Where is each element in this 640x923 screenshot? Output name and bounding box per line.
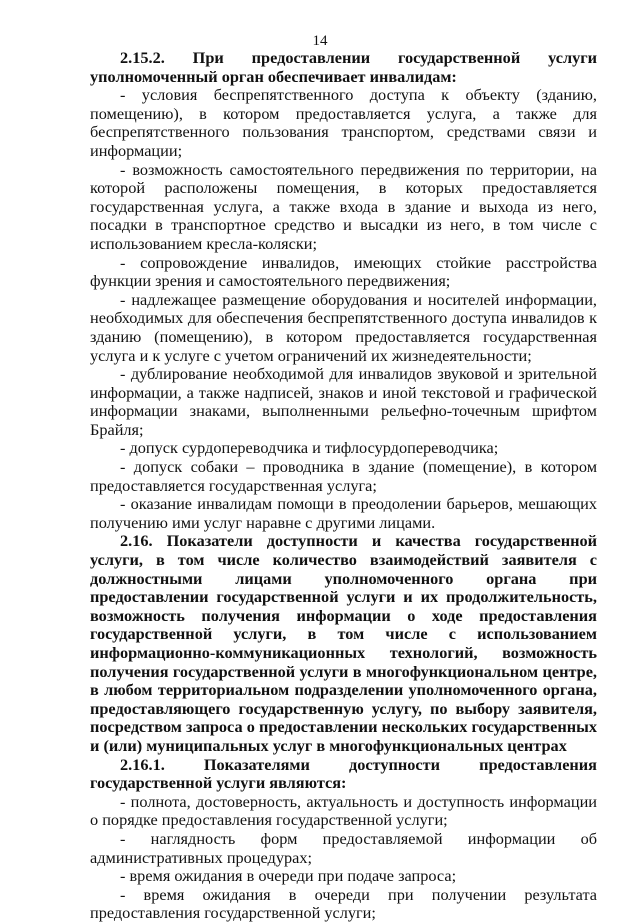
list-item: - условия беспрепятственного доступа к объекту (зданию, помещению), в котором предоставляется услуга, а также для беспрепятственного пользования транспортом, средствами связи и информации;: [90, 85, 597, 160]
page-number: 14: [312, 33, 328, 49]
section-2-16-heading: 2.16. Показатели доступности и качества государственной услуги, в том числе количество взаимодействий заявителя с должностными лицами уполномоченного органа при предоставлении государственной услуги и их продолжительность, возможность получения информации о ходе предоставления государственной услуги, в том числе с использованием информационно-коммуникационных технологий, возможность получения государственной услуги в многофункциональном центре, в любом территориальном подразделении уполномоченного органа, предоставляющего государственную услугу, по выбору заявителя, посредством запроса о предоставлении нескольких государственных и (или) муниципальных услуг в многофункциональных центрах: [90, 531, 597, 755]
list-item: - допуск собаки – проводника в здание (помещение), в котором предоставляется государственная услуга;: [90, 457, 597, 495]
list-item: - наглядность форм предоставляемой информации об административных процедурах;: [90, 828, 597, 867]
list-item: - полнота, достоверность, актуальность и доступность информации о порядке предоставления государственной услуги;: [90, 791, 597, 830]
list-item: - допуск сурдопереводчика и тифлосурдопереводчика;: [120, 438, 499, 458]
list-item: - сопровождение инвалидов, имеющих стойкие расстройства функции зрения и самостоятельного передвижения;: [90, 252, 597, 291]
section-2-15-2-heading: 2.15.2. При предоставлении государственной услуги уполномоченный орган обеспечивает инвалидам:: [90, 48, 597, 86]
list-item: - дублирование необходимой для инвалидов звуковой и зрительной информации, а также надписей, знаков и иной текстовой и графической информации знаками, выполненными рельефно-точечным шрифтом Брайля;: [90, 364, 597, 439]
list-item: - возможность самостоятельного передвижения по территории, на которой расположены помещения, в которых предоставляется государственная услуга, а также входа в здание и выхода из него, посадки в транспортное средство и высадки из него, в том числе с использованием кресла-коляски;: [90, 159, 597, 253]
list-item: - время ожидания в очереди при получении результата предоставления государственной услуги;: [90, 884, 597, 923]
list-item: - оказание инвалидам помощи в преодолении барьеров, мешающих получению ими услуг наравне с другими лицами.: [90, 494, 597, 532]
section-2-16-1-heading: 2.16.1. Показателями доступности предоставления государственной услуги являются:: [90, 754, 597, 793]
document-body: [90, 49, 597, 923]
list-item: - надлежащее размещение оборудования и носителей информации, необходимых для обеспечения беспрепятственного доступа инвалидов к зданию (помещению), в котором предоставляется государственная услуга и к услуге с учетом ограничений их жизнедеятельности;: [90, 289, 597, 365]
list-item: - время ожидания в очереди при подаче запроса;: [120, 866, 457, 886]
